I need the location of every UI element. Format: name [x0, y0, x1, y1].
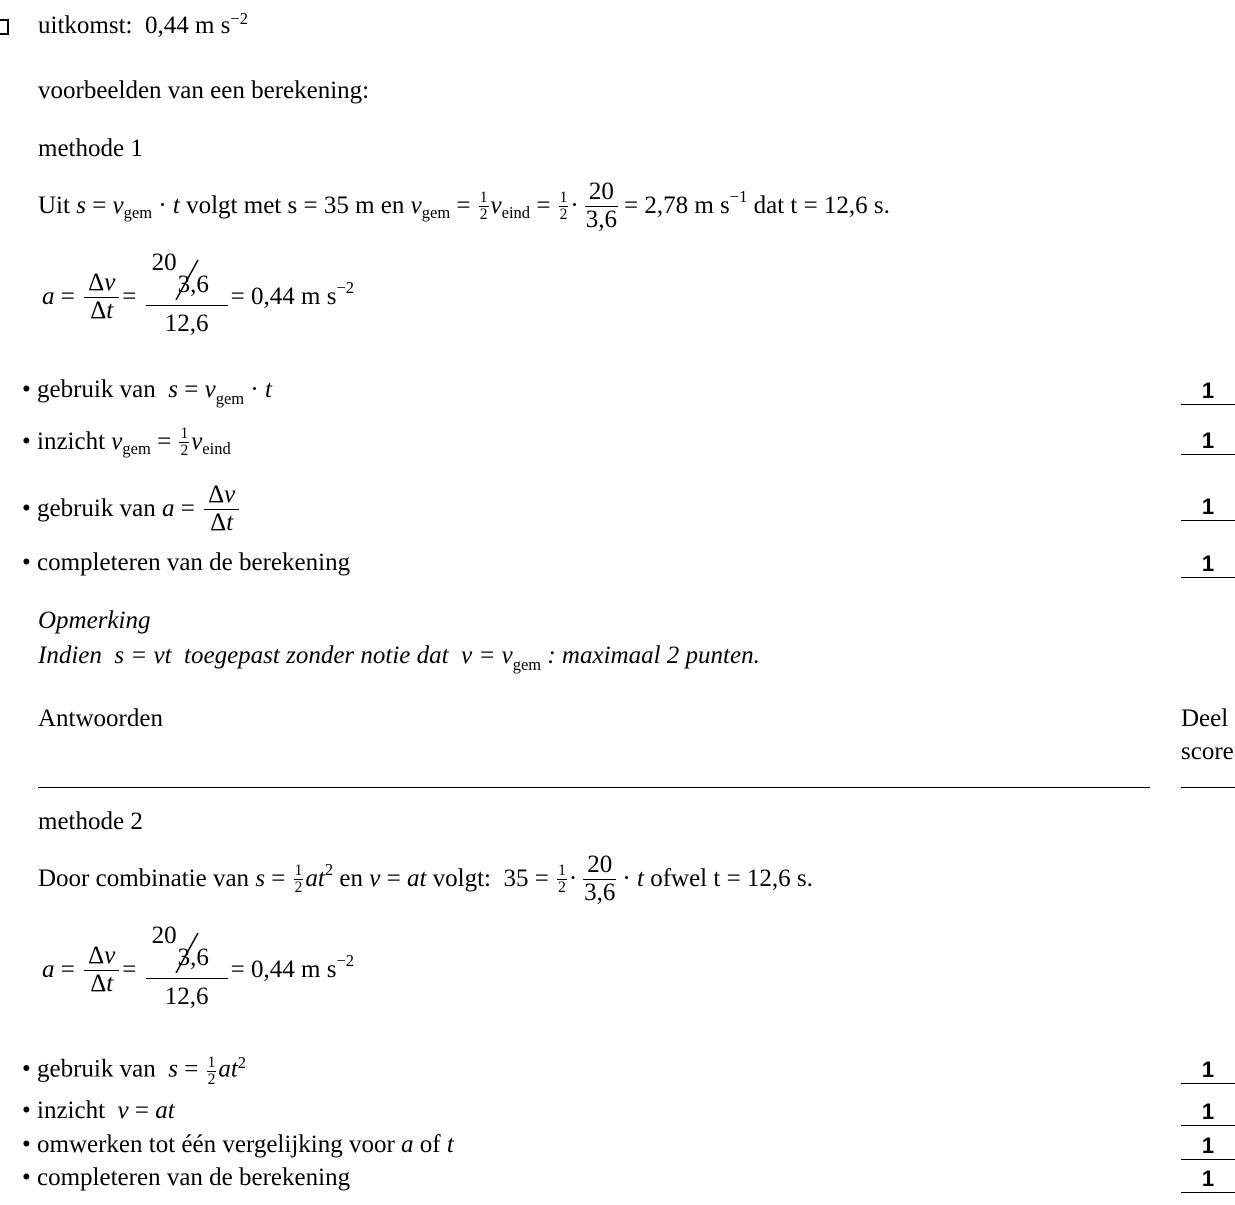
answers-header: Antwoorden [38, 705, 163, 732]
criterion-4: • completeren van de berekening [22, 549, 351, 576]
criterion-7: • omwerken tot één vergelijking voor a of t [22, 1131, 454, 1158]
method1-title: methode 1 [38, 135, 143, 162]
score-2: 1 [1181, 428, 1235, 455]
score-5: 1 [1181, 1057, 1235, 1084]
method2-title: methode 2 [38, 808, 143, 835]
criterion-2: • inzicht v $_{gem}$ = 1 2 v $_{eind}$ [22, 425, 231, 459]
method1-formula: a = $\frac{\Delta v}{\Delta t}$ = 20 3,6 12,6 = 0,44 m s $^{-2}$ [42, 249, 354, 338]
score-3: 1 [1181, 494, 1235, 521]
criterion-8: • completeren van de berekening [22, 1164, 351, 1191]
intro-text: voorbeelden van een berekening: [38, 77, 370, 104]
remark-title: Opmerking [38, 607, 151, 634]
score-7: 1 [1181, 1133, 1235, 1160]
score-divider [1181, 787, 1235, 788]
result-line: uitkomst: 0,44 m $s^{-2}$ [38, 8, 248, 39]
remark-text: Indien s = vt toegepast zonder notie dat $v = v_{gem}$ : maximaal 2 punten. [38, 642, 760, 675]
score-8: 1 [1181, 1166, 1235, 1193]
criterion-1: • gebruik van $s = v_{gem} \cdot t$ [22, 376, 272, 409]
score-6: 1 [1181, 1099, 1235, 1126]
method2-derivation: Door combinatie van s = 1 2 at $^2$ en v = at volgt: 35 = 1 2 · $\frac{20}{3,6}$ · t ofwel t = 12,6 s. [38, 851, 813, 906]
header-divider [38, 787, 1150, 788]
score-header-1: Deel [1181, 705, 1229, 732]
score-4: 1 [1181, 551, 1235, 578]
criterion-5: • gebruik van s = $\frac{1}{2}$ $at^2$ [22, 1052, 247, 1088]
method2-formula: a = $\frac{\Delta v}{\Delta t}$ = 20 3,6 12,6 = 0,44 m s $^{-2}$ [42, 922, 354, 1011]
method1-derivation: Uit s = v $_{gem}$ · t volgt met s = 35 m en v $_{gem}$ = 1 2 v $_{eind}$ = 1 2 · $\frac{20}{3,6}$ = 2,78 m s $^{-1}$ dat t = 12,6 s. [38, 178, 890, 233]
score-1: 1 [1181, 378, 1235, 405]
criterion-6: • inzicht v = at [22, 1097, 175, 1124]
score-header-2: score [1181, 738, 1234, 765]
checkbox-icon[interactable] [0, 19, 9, 35]
criterion-3: • gebruik van a = $\frac{\Delta v}{\Delta t}$ [22, 477, 242, 541]
